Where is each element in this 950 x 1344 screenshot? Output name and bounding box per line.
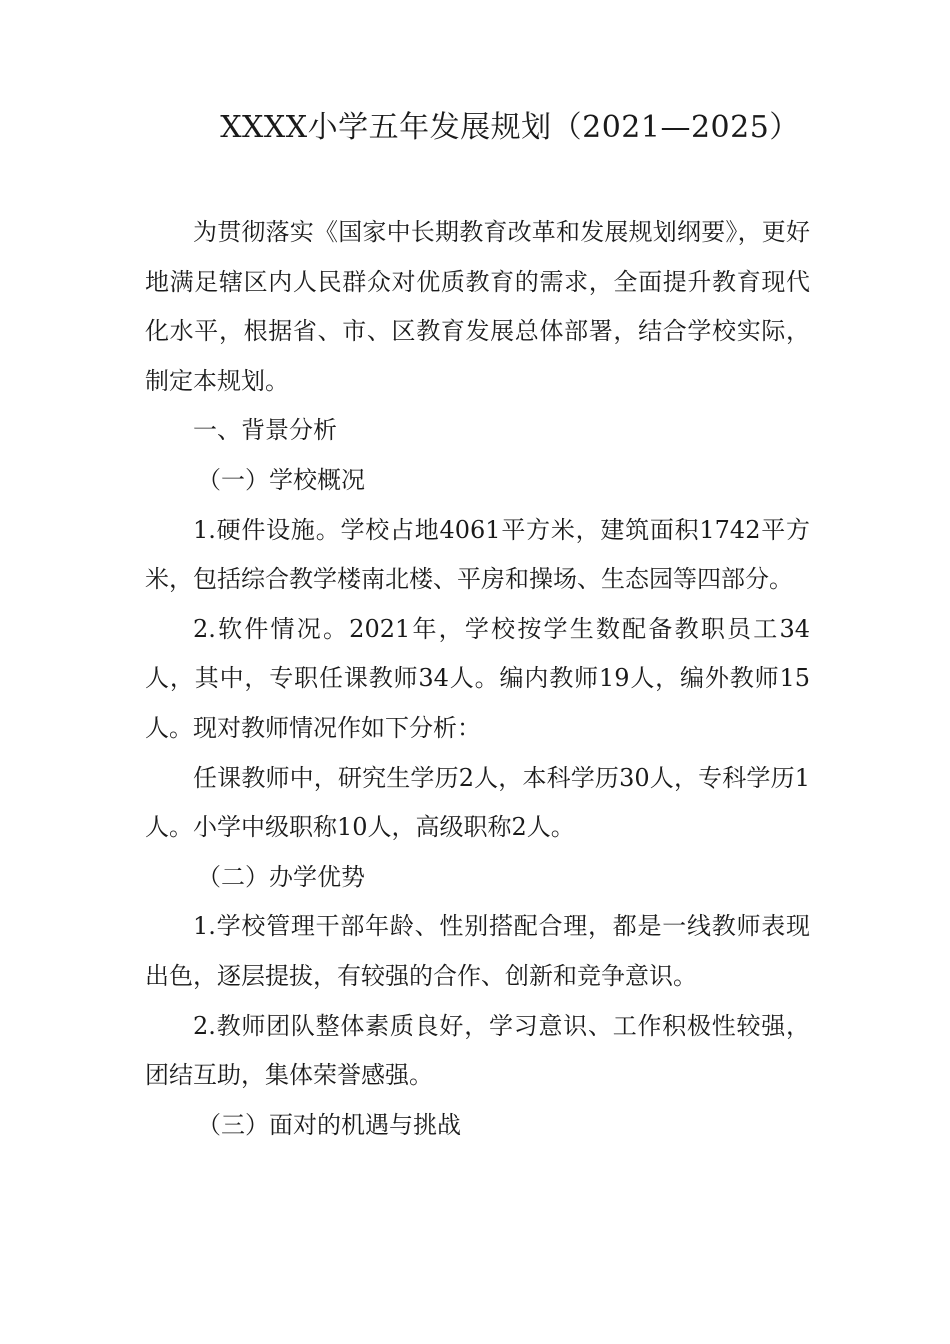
body-paragraph: 1.硬件设施。学校占地4061平方米，建筑面积1742平方米，包括综合教学楼南北楼、平房和操场、生态园等四部分。 xyxy=(145,515,810,594)
body-paragraph: 2.教师团队整体素质良好，学习意识、工作积极性较强，团结互助，集体荣誉感强。 xyxy=(145,1011,810,1090)
subsection-heading: （二）办学优势 xyxy=(197,862,365,891)
body-paragraph: 为贯彻落实《国家中长期教育改革和发展规划纲要》，更好地满足辖区内人民群众对优质教育的需求，全面提升教育现代化水平，根据省、市、区教育发展总体部署，结合学校实际，制定本规划。 xyxy=(145,218,810,395)
document-title: XXXX小学五年发展规划（2021—2025） xyxy=(220,110,800,145)
document-body xyxy=(145,208,810,1150)
body-paragraph: 任课教师中，研究生学历2人，本科学历30人，专科学历1人。小学中级职称10人，高级职称2人。 xyxy=(145,763,810,842)
subsection-heading: （一）学校概况 xyxy=(197,465,365,494)
body-paragraph: 2.软件情况。2021年，学校按学生数配备教职员工34人，其中，专职任课教师34人。编内教师19人，编外教师15人。现对教师情况作如下分析： xyxy=(145,614,810,742)
body-paragraph: 1.学校管理干部年龄、性别搭配合理，都是一线教师表现出色，逐层提拔，有较强的合作、创新和竞争意识。 xyxy=(145,912,810,990)
subsection-heading: （三）面对的机遇与挑战 xyxy=(197,1110,461,1139)
section-heading: 一、背景分析 xyxy=(193,416,337,445)
